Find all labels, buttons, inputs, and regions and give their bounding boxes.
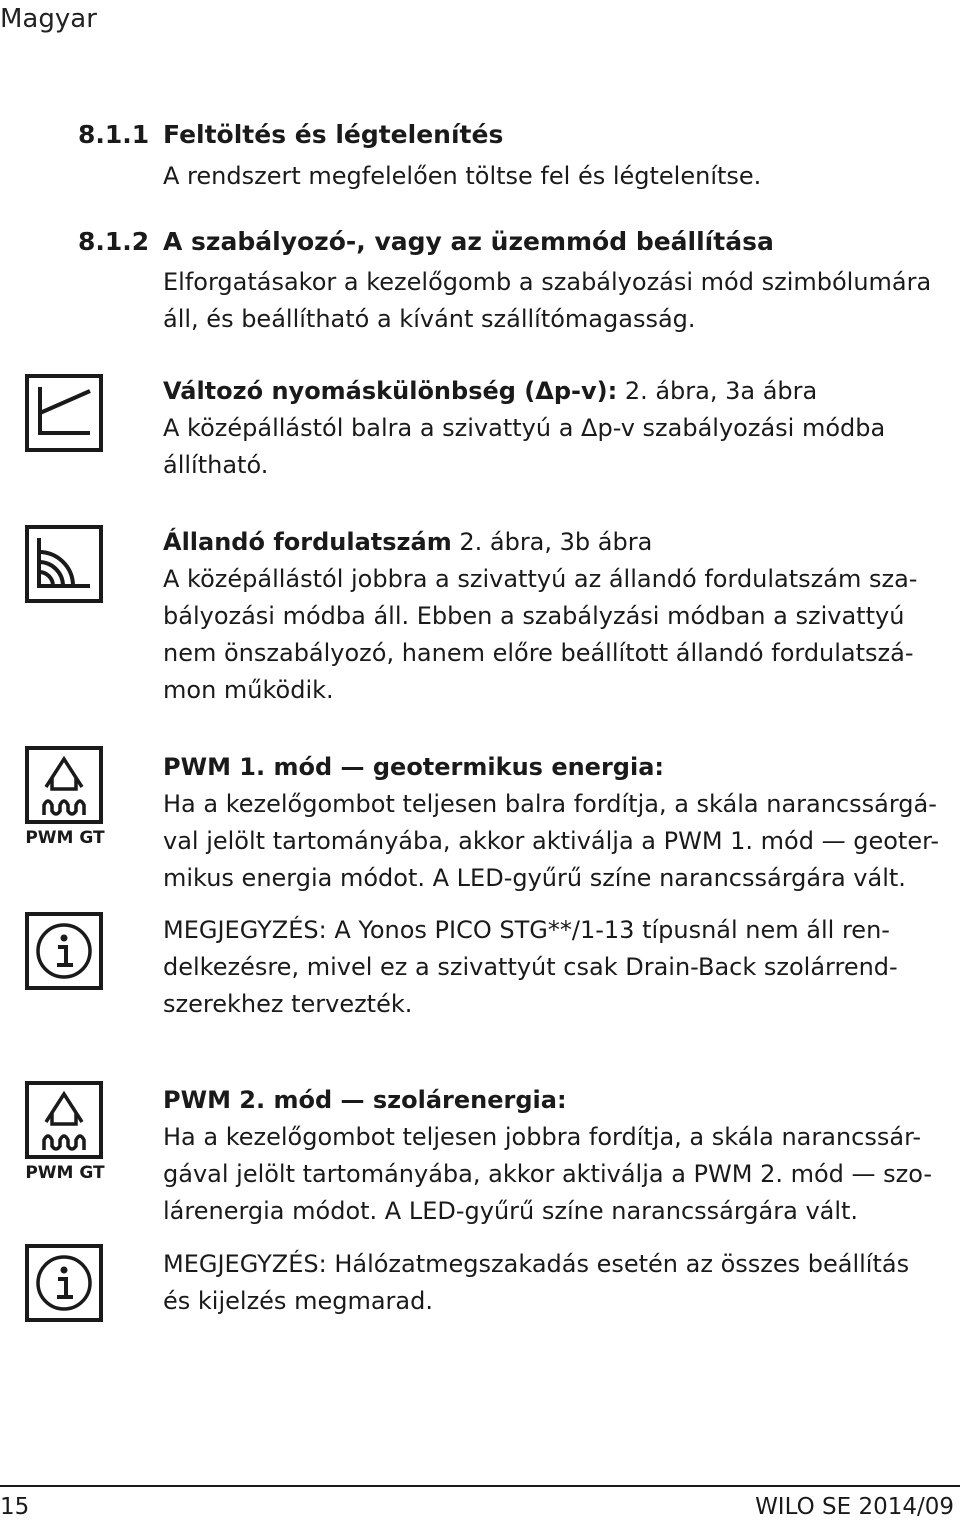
pwm-gt-house-icon xyxy=(24,745,104,825)
section-title: Feltöltés és légtelenítés xyxy=(163,120,504,149)
text-line: áll, és beállítható a kívánt szállítómagasság. xyxy=(163,305,696,333)
section-number: 8.1.2 xyxy=(78,227,150,256)
text-line: A rendszert megfelelően töltse fel és légtelenítse. xyxy=(163,162,762,190)
section-text xyxy=(163,264,958,338)
text-line: val jelölt tartományába, akkor aktiválja a PWM 1. mód — geoter- xyxy=(163,827,940,855)
dpv-ref: 2. ábra, 3a ábra xyxy=(617,377,818,405)
pwm2-note xyxy=(163,1246,958,1320)
text-line: Ha a kezelőgombot teljesen balra fordítja, a skála narancssárgá- xyxy=(163,790,937,818)
pwm2-title: PWM 2. mód — szolárenergia: xyxy=(163,1086,567,1114)
text-line: állítható. xyxy=(163,451,269,479)
section-number: 8.1.1 xyxy=(78,120,150,149)
pwm1-note xyxy=(163,912,958,1023)
dpv-block xyxy=(163,373,958,484)
text-line: A középállástól jobbra a szivattyú az állandó fordulatszám sza- xyxy=(163,565,918,593)
pwm-gt-label: PWM GT xyxy=(25,828,105,848)
pwm2-block xyxy=(163,1082,958,1230)
footer-brand: WILO SE 2014/09 xyxy=(755,1494,954,1520)
constant-heading xyxy=(163,524,958,561)
pwm1-title: PWM 1. mód — geotermikus energia: xyxy=(163,753,664,781)
text-line: bályozási módba áll. Ebben a szabályzási módban a szivattyú xyxy=(163,602,905,630)
dpv-heading xyxy=(163,373,958,410)
section-text xyxy=(163,158,958,195)
dpv-title: Változó nyomáskülönbség (Δp-v): xyxy=(163,377,618,405)
info-icon xyxy=(24,911,104,991)
text-line: mikus energia módot. A LED-gyűrű színe narancssárgára vált. xyxy=(163,864,906,892)
info-icon xyxy=(24,1243,104,1323)
text-line: mon működik. xyxy=(163,676,334,704)
constant-speed-icon xyxy=(24,524,104,604)
section-title: A szabályozó-, vagy az üzemmód beállítása xyxy=(163,227,774,256)
page-number: 15 xyxy=(0,1494,30,1520)
constant-ref: 2. ábra, 3b ábra xyxy=(451,528,653,556)
note-line: MEGJEGYZÉS: A Yonos PICO STG**/1-13 típusnál nem áll ren- xyxy=(163,916,890,944)
text-line: nem önszabályozó, hanem előre beállított állandó fordulatszá- xyxy=(163,639,914,667)
footer-divider xyxy=(0,1485,960,1487)
note-line: és kijelzés megmarad. xyxy=(163,1287,433,1315)
language-label: Magyar xyxy=(0,4,97,34)
text-line: Elforgatásakor a kezelőgomb a szabályozási mód szimbólumára xyxy=(163,268,932,296)
note-line: delkezésre, mivel ez a szivattyút csak Drain-Back szolárrend- xyxy=(163,953,898,981)
text-line: gával jelölt tartományába, akkor aktiválja a PWM 2. mód — szo- xyxy=(163,1160,933,1188)
constant-block xyxy=(163,524,958,709)
note-line: szerekhez tervezték. xyxy=(163,990,413,1018)
text-line: A középállástól balra a szivattyú a Δp-v szabályozási módba xyxy=(163,414,886,442)
note-line: MEGJEGYZÉS: Hálózatmegszakadás esetén az összes beállítás xyxy=(163,1250,910,1278)
text-line: lárenergia módot. A LED-gyűrű színe narancssárgára vált. xyxy=(163,1197,859,1225)
pwm-gt-label: PWM GT xyxy=(25,1163,105,1183)
text-line: Ha a kezelőgombot teljesen jobbra fordítja, a skála narancssár- xyxy=(163,1123,922,1151)
pwm-gt-house-icon xyxy=(24,1080,104,1160)
pwm1-block xyxy=(163,749,958,897)
dpv-icon xyxy=(24,373,104,453)
constant-title: Állandó fordulatszám xyxy=(163,528,452,556)
